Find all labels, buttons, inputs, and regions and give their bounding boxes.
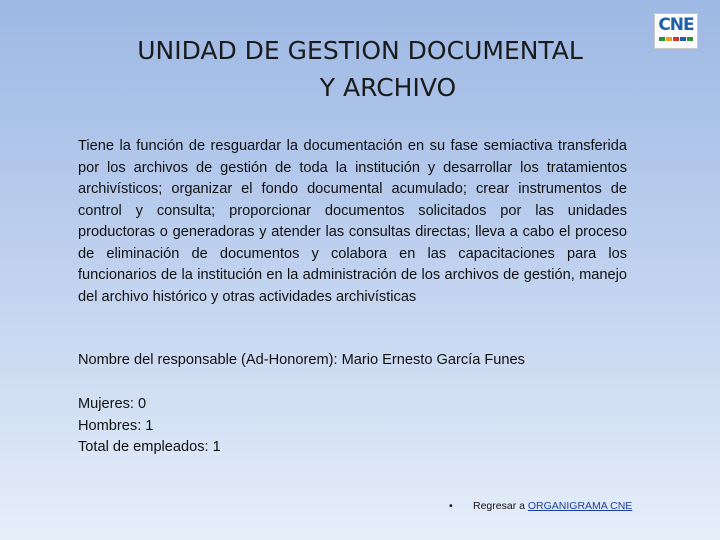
logo-strip-block xyxy=(687,37,693,41)
logo-color-strip xyxy=(659,37,693,41)
organigrama-link[interactable]: ORGANIGRAMA CNE xyxy=(527,500,633,512)
unit-description: Tiene la función de resguardar la documentación en su fase semiactiva transferida por los archivos de gestión de toda la institución y desarrollar los tratamientos archivísticos; organizar el fondo documental acumulado; crear instrumentos de control y consulta; proporcionar documentos solicitados por las unidades productoras o generadoras y atender las consultas directas; lleva a cabo el proceso de eliminación de documentos y colabora en las capacitaciones para los funcionarios de la institución en la administración de los archivos de gestión, manejo del archivo histórico y otras actividades archivísticas xyxy=(78,138,627,305)
men-count: Hombres: 1 xyxy=(78,417,154,434)
logo-text: CNE xyxy=(658,15,694,35)
page-title xyxy=(90,32,630,106)
bullet-icon: • xyxy=(449,500,453,512)
title-line-1: UNIDAD DE GESTION DOCUMENTAL xyxy=(137,36,583,65)
logo-strip-block xyxy=(666,37,672,41)
women-count: Mujeres: 0 xyxy=(78,396,147,412)
employee-stats xyxy=(78,394,221,459)
total-employees: Total de empleados: 1 xyxy=(78,439,221,455)
logo-strip-block xyxy=(680,37,686,41)
footer-nav xyxy=(449,499,632,513)
cne-logo xyxy=(654,13,698,49)
logo-strip-block xyxy=(659,37,665,41)
title-line-2: Y ARCHIVO xyxy=(319,73,457,102)
logo-strip-block xyxy=(673,37,679,41)
responsible-name: Nombre del responsable (Ad-Honorem): Mario Ernesto García Funes xyxy=(78,352,525,368)
return-prefix: Regresar a xyxy=(473,500,528,512)
